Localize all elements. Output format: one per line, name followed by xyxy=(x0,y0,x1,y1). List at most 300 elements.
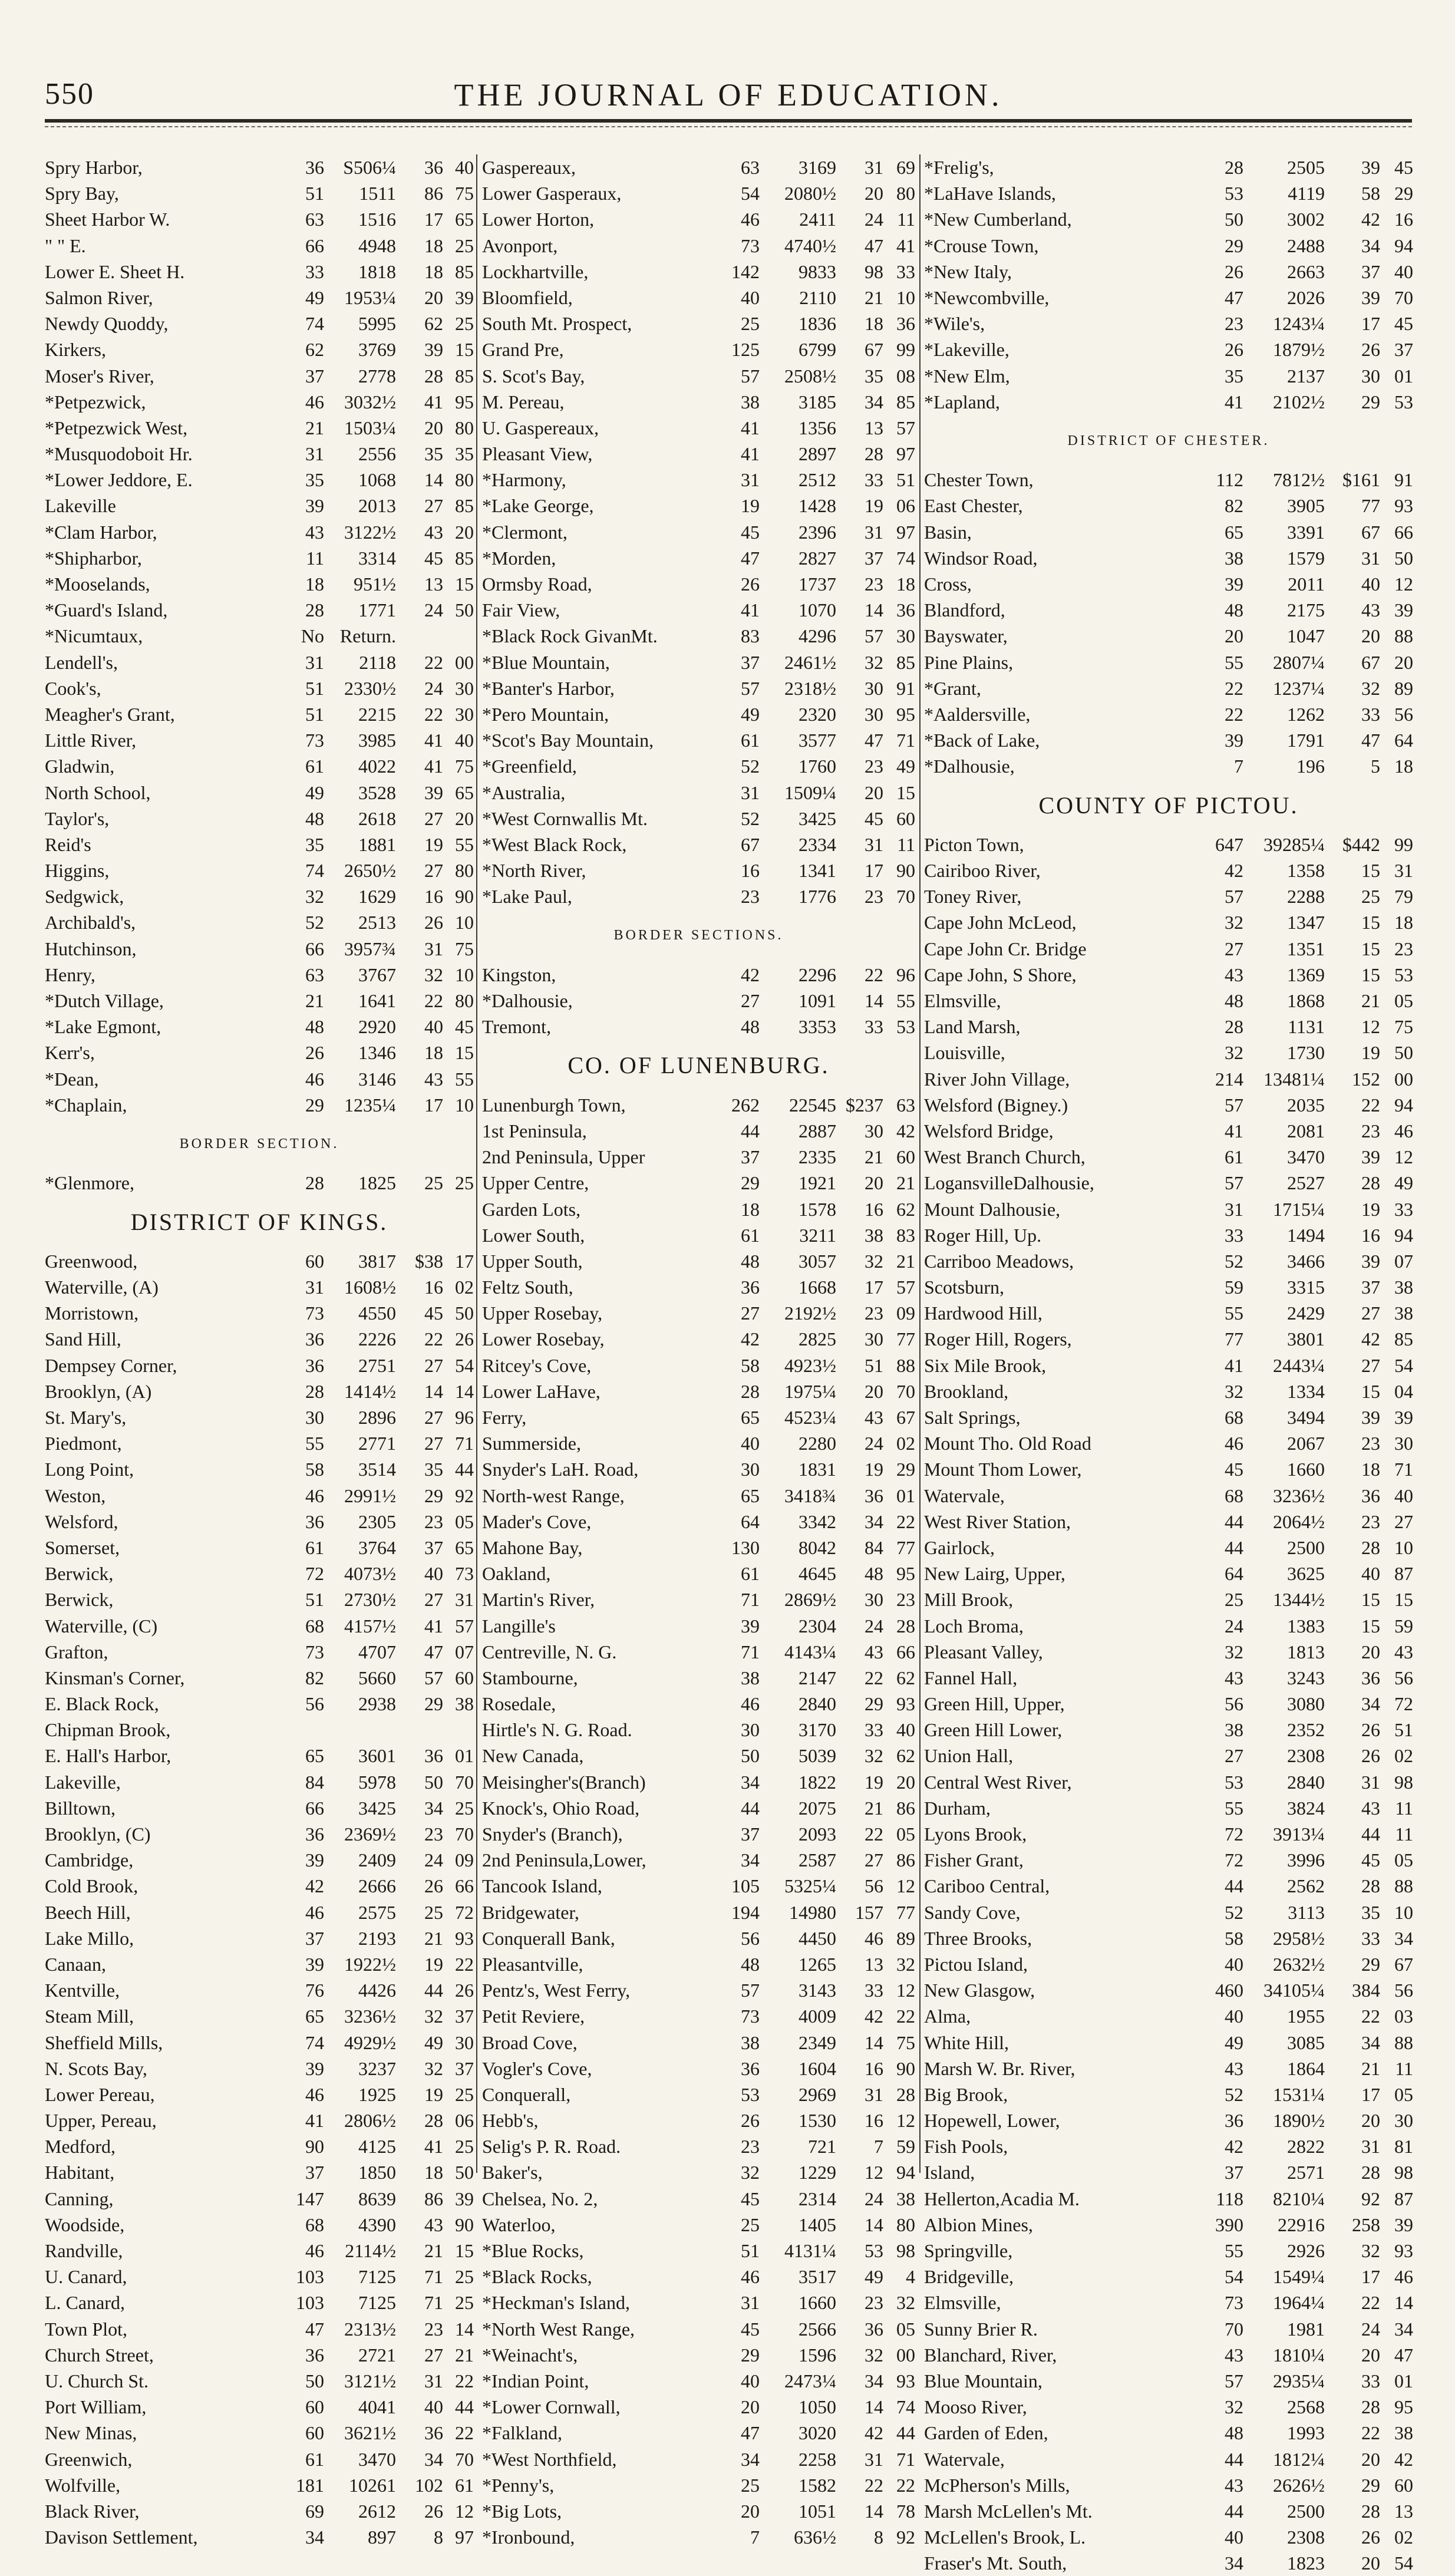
grant-cents: 89 xyxy=(896,1927,915,1949)
table-row xyxy=(482,1717,915,1743)
table-row xyxy=(482,1899,915,1925)
scholars-count: No xyxy=(301,625,324,647)
grant-dollars: 16 xyxy=(424,1277,443,1298)
attendance-days: 2806½ xyxy=(344,2110,396,2132)
attendance-days: 3494 xyxy=(1287,1407,1325,1429)
grant-cents: 00 xyxy=(1394,1068,1413,1090)
table-row xyxy=(45,1951,474,1977)
attendance-days: 3913¼ xyxy=(1273,1823,1325,1845)
grant-cents: 44 xyxy=(455,2396,474,2418)
section-name: U. Gaspereaux, xyxy=(482,417,599,438)
grant-dollars: 39 xyxy=(1361,157,1380,178)
grant-dollars: 258 xyxy=(1352,2214,1380,2235)
scholars-count: 68 xyxy=(1225,1485,1243,1506)
grant-dollars: 62 xyxy=(424,313,443,335)
attendance-days: 2663 xyxy=(1287,260,1325,282)
table-row xyxy=(482,2472,915,2498)
scholars-count: 39 xyxy=(305,1953,324,1975)
table-row xyxy=(924,2082,1413,2107)
grant-cents: 28 xyxy=(896,2083,915,2105)
grant-dollars: 49 xyxy=(865,2266,883,2288)
scholars-count: 105 xyxy=(731,1875,760,1897)
grant-dollars: 40 xyxy=(1361,573,1380,595)
scholars-count: 46 xyxy=(1225,1433,1243,1454)
table-row xyxy=(924,1430,1413,1456)
grant-cents: 66 xyxy=(1394,521,1413,543)
section-name: Higgins, xyxy=(45,860,110,882)
attendance-days: 2080½ xyxy=(784,183,836,205)
scholars-count: 39 xyxy=(305,1849,324,1871)
attendance-days: 5039 xyxy=(799,1745,836,1767)
grant-cents: 54 xyxy=(1394,1354,1413,1376)
grant-dollars: 26 xyxy=(1361,339,1380,361)
grant-cents: 38 xyxy=(1394,2422,1413,2444)
grant-dollars: 14 xyxy=(865,2500,883,2522)
grant-dollars: $161 xyxy=(1342,469,1380,491)
section-name: Lakeville, xyxy=(45,1771,121,1793)
section-name: Island, xyxy=(924,2162,975,2184)
section-name: *North River, xyxy=(482,860,586,882)
table-row xyxy=(482,1925,915,1951)
table-row xyxy=(482,2498,915,2524)
section-name: *Dalhousie, xyxy=(482,990,573,1012)
section-name: Gaspereaux, xyxy=(482,157,576,178)
table-row xyxy=(45,1170,474,1196)
attendance-days: 2429 xyxy=(1287,1302,1325,1324)
section-name: Grand Pre, xyxy=(482,339,564,361)
grant-dollars: 14 xyxy=(424,469,443,491)
grant-cents: 90 xyxy=(896,2057,915,2079)
scholars-count: 41 xyxy=(1225,1120,1243,1142)
attendance-days: 2500 xyxy=(1287,1536,1325,1558)
section-name: Kerr's, xyxy=(45,1042,95,1064)
attendance-days: 4022 xyxy=(358,756,396,777)
section-name: Spry Bay, xyxy=(45,183,119,205)
grant-cents: 15 xyxy=(896,781,915,803)
grant-cents: 42 xyxy=(896,1120,915,1142)
section-name: Welsford Bridge, xyxy=(924,1120,1054,1142)
table-row xyxy=(482,1300,915,1326)
section-name: Lendell's, xyxy=(45,651,118,673)
scholars-count: 64 xyxy=(741,1510,760,1532)
table-row xyxy=(924,2264,1413,2290)
scholars-count: 47 xyxy=(1225,286,1243,308)
grant-cents: 00 xyxy=(455,651,474,673)
table-row xyxy=(482,2394,915,2420)
section-name: 2nd Peninsula,Lower, xyxy=(482,1849,646,1871)
grant-cents: 09 xyxy=(455,1849,474,1871)
section-name: U. Canard, xyxy=(45,2266,127,2288)
grant-cents xyxy=(443,623,474,649)
table-row xyxy=(45,2186,474,2212)
section-name: Lunenburgh Town, xyxy=(482,1094,626,1116)
grant-dollars: 26 xyxy=(424,1875,443,1897)
scholars-count: 34 xyxy=(741,1771,760,1793)
grant-dollars: 14 xyxy=(865,2396,883,2418)
scholars-count: 30 xyxy=(305,1407,324,1429)
section-name: Fair View, xyxy=(482,599,560,621)
grant-dollars: 31 xyxy=(424,938,443,959)
attendance-days: 1531¼ xyxy=(1273,2083,1325,2105)
table-row xyxy=(482,154,915,180)
grant-dollars: 45 xyxy=(424,1302,443,1324)
grant-cents: 46 xyxy=(1394,1120,1413,1142)
grant-dollars: 84 xyxy=(865,1536,883,1558)
grant-cents: 36 xyxy=(896,313,915,335)
grant-cents: 50 xyxy=(455,2162,474,2184)
grant-dollars: 24 xyxy=(865,2188,883,2209)
section-name: Archibald's, xyxy=(45,912,136,934)
section-name: *Mooselands, xyxy=(45,573,150,595)
grant-dollars: 24 xyxy=(865,1433,883,1454)
grant-dollars: 16 xyxy=(424,886,443,908)
grant-cents: 16 xyxy=(1394,209,1413,230)
grant-dollars: 13 xyxy=(865,1953,883,1975)
table-row xyxy=(482,2238,915,2264)
attendance-days: 1881 xyxy=(358,833,396,855)
section-name: Spry Harbor, xyxy=(45,157,143,178)
section-name: *Grant, xyxy=(924,677,981,699)
scholars-count: 181 xyxy=(296,2474,324,2496)
grant-cents: 63 xyxy=(896,1094,915,1116)
grant-dollars: 58 xyxy=(1361,183,1380,205)
grant-dollars: 49 xyxy=(424,2031,443,2053)
scholars-count: 74 xyxy=(305,313,324,335)
table-row xyxy=(482,2524,915,2550)
section-name: Mount Tho. Old Road xyxy=(924,1433,1091,1454)
grant-dollars: 17 xyxy=(1361,2083,1380,2105)
table-row xyxy=(45,467,474,493)
section-name: Ormsby Road, xyxy=(482,573,592,595)
grant-dollars: 44 xyxy=(1361,1823,1380,1845)
attendance-days: 2562 xyxy=(1287,1875,1325,1897)
grant-cents: 05 xyxy=(1394,1849,1413,1871)
attendance-days: 2313½ xyxy=(344,2318,396,2340)
table-row xyxy=(924,962,1413,988)
grant-dollars: 22 xyxy=(424,990,443,1011)
table-row xyxy=(45,2342,474,2368)
section-name: Cape John McLeod, xyxy=(924,912,1077,934)
table-row xyxy=(482,962,915,988)
scholars-count: 22 xyxy=(1225,677,1243,699)
grant-dollars: 16 xyxy=(865,2110,883,2132)
scholars-count: 47 xyxy=(741,2422,760,2444)
grant-dollars: 30 xyxy=(865,677,883,699)
attendance-days: 3764 xyxy=(358,1536,396,1558)
section-name: *Blue Rocks, xyxy=(482,2240,584,2262)
table-row xyxy=(45,962,474,988)
section-name: Selig's P. R. Road. xyxy=(482,2136,621,2158)
grant-dollars: 15 xyxy=(1361,1589,1380,1611)
table-row xyxy=(924,1300,1413,1326)
scholars-count: 57 xyxy=(1225,1172,1243,1194)
scholars-count: 52 xyxy=(741,807,760,829)
attendance-days: 2887 xyxy=(799,1120,836,1142)
attendance-days: 2618 xyxy=(358,807,396,829)
table-row xyxy=(45,2133,474,2159)
grant-dollars: 31 xyxy=(1361,2136,1380,2158)
scholars-count: 73 xyxy=(305,730,324,751)
grant-cents: 78 xyxy=(896,2500,915,2522)
attendance-days: 1047 xyxy=(1287,625,1325,647)
grant-dollars: 34 xyxy=(865,2370,883,2392)
scholars-count: 27 xyxy=(1225,1745,1243,1767)
table-row xyxy=(45,2394,474,2420)
section-name: Wolfville, xyxy=(45,2474,121,2496)
grant-cents: 74 xyxy=(896,2396,915,2418)
scholars-count: 25 xyxy=(741,2214,760,2235)
grant-cents: 96 xyxy=(455,1407,474,1429)
grant-dollars: 22 xyxy=(424,703,443,725)
attendance-days: 1509¼ xyxy=(784,781,836,803)
grant-dollars: 24 xyxy=(424,677,443,699)
scholars-count: 11 xyxy=(306,547,324,569)
attendance-days: 3996 xyxy=(1287,1849,1325,1871)
grant-dollars: 51 xyxy=(865,1354,883,1376)
table-row xyxy=(482,1118,915,1144)
attendance-days: 4073½ xyxy=(344,1563,396,1585)
attendance-days: 3113 xyxy=(1288,1901,1325,1923)
scholars-count: 24 xyxy=(1225,1615,1243,1637)
section-name: Cairiboo River, xyxy=(924,860,1041,882)
section-name: Avonport, xyxy=(482,235,558,256)
grant-cents: 85 xyxy=(455,260,474,282)
scholars-count: 46 xyxy=(741,209,760,230)
section-name: *Dalhousie, xyxy=(924,756,1015,777)
grant-cents: 15 xyxy=(455,573,474,595)
attendance-days: 6799 xyxy=(799,339,836,361)
scholars-count: 53 xyxy=(1225,1771,1243,1793)
grant-cents: 06 xyxy=(896,495,915,517)
table-row xyxy=(482,1353,915,1378)
grant-dollars: 39 xyxy=(1361,1146,1380,1168)
grant-dollars: 39 xyxy=(1361,286,1380,308)
scholars-count: 74 xyxy=(305,860,324,882)
table-row xyxy=(924,519,1413,545)
section-name: Hellerton,Acadia M. xyxy=(924,2188,1080,2209)
grant-cents: 87 xyxy=(1394,1563,1413,1585)
table-row xyxy=(482,1092,915,1118)
grant-cents: 49 xyxy=(1394,1172,1413,1194)
table-row xyxy=(45,780,474,806)
section-name: *Big Lots, xyxy=(482,2500,562,2522)
table-row xyxy=(45,2472,474,2498)
grant-cents: 4 xyxy=(906,2266,915,2288)
grant-cents: 01 xyxy=(896,1485,915,1506)
attendance-days: 2935¼ xyxy=(1273,2370,1325,2392)
table-row xyxy=(45,1378,474,1404)
scholars-count: 36 xyxy=(305,1354,324,1376)
grant-dollars: 12 xyxy=(865,2162,883,2184)
scholars-count: 90 xyxy=(305,2136,324,2158)
scholars-count: 26 xyxy=(1225,339,1243,361)
section-name: Lockhartville, xyxy=(482,260,589,282)
table-row xyxy=(482,2030,915,2056)
grant-cents: 98 xyxy=(1394,2162,1413,2184)
grant-cents: 50 xyxy=(1394,1042,1413,1064)
section-name: *Clam Harbor, xyxy=(45,521,157,543)
table-row xyxy=(482,180,915,206)
attendance-days: 4119 xyxy=(1288,183,1325,205)
grant-cents: 71 xyxy=(455,1433,474,1454)
grant-dollars: 32 xyxy=(424,2006,443,2027)
attendance-days: 2102½ xyxy=(1273,391,1325,413)
grant-cents: 55 xyxy=(455,1068,474,1090)
grant-cents: 33 xyxy=(896,260,915,282)
section-name: Blue Mountain, xyxy=(924,2370,1042,2392)
grant-cents: 05 xyxy=(1394,990,1413,1012)
table-row xyxy=(45,649,474,675)
grant-cents: 85 xyxy=(455,495,474,517)
attendance-days: 22545 xyxy=(789,1094,836,1116)
table-row xyxy=(482,1274,915,1300)
scholars-count: 147 xyxy=(296,2188,324,2209)
grant-dollars: 28 xyxy=(865,443,883,465)
section-name: Albion Mines, xyxy=(924,2214,1033,2235)
attendance-days: 8639 xyxy=(358,2188,396,2209)
scholars-count: 30 xyxy=(741,1719,760,1741)
table-row xyxy=(45,2316,474,2342)
grant-cents: 09 xyxy=(896,1302,915,1324)
grant-cents: 86 xyxy=(896,1849,915,1871)
scholars-count: 65 xyxy=(305,2006,324,2027)
attendance-days: 2064½ xyxy=(1273,1510,1325,1532)
grant-cents: 57 xyxy=(896,1277,915,1298)
attendance-days: 3185 xyxy=(799,391,836,413)
table-row xyxy=(924,2107,1413,2133)
table-row xyxy=(45,1066,474,1092)
section-name: Feltz South, xyxy=(482,1277,573,1298)
section-name: *Aaldersville, xyxy=(924,703,1031,725)
attendance-days: 3342 xyxy=(799,1510,836,1532)
attendance-days: 1776 xyxy=(799,886,836,908)
attendance-days: 1879½ xyxy=(1273,339,1325,361)
grant-cents: 92 xyxy=(896,2526,915,2548)
section-name: Lower Horton, xyxy=(482,209,595,230)
attendance-days: 4041 xyxy=(358,2396,396,2418)
table-row xyxy=(482,2186,915,2212)
grant-cents: 31 xyxy=(1394,860,1413,882)
attendance-days: 2192½ xyxy=(784,1302,836,1324)
grant-dollars: 67 xyxy=(1361,521,1380,543)
grant-dollars: 27 xyxy=(424,860,443,882)
attendance-days: 2369½ xyxy=(344,1823,396,1845)
attendance-days: 1334 xyxy=(1287,1380,1325,1402)
table-row xyxy=(45,1925,474,1951)
table-row xyxy=(482,1456,915,1482)
attendance-days: 2280 xyxy=(799,1433,836,1454)
table-row xyxy=(924,883,1413,909)
attendance-days: 3418¾ xyxy=(784,1485,836,1506)
table-row xyxy=(45,1456,474,1482)
grant-cents: 34 xyxy=(1394,1927,1413,1949)
grant-dollars: 42 xyxy=(865,2006,883,2027)
scholars-count: 48 xyxy=(305,1016,324,1038)
grant-dollars: 14 xyxy=(865,990,883,1012)
grant-cents: 81 xyxy=(1394,2136,1413,2158)
grant-dollars: 67 xyxy=(865,339,883,361)
scholars-count: 25 xyxy=(741,2474,760,2496)
table-row xyxy=(482,727,915,753)
grant-dollars: 22 xyxy=(865,964,883,985)
section-name: Scotsburn, xyxy=(924,1277,1004,1298)
table-row xyxy=(482,883,915,909)
attendance-days: 5995 xyxy=(358,313,396,335)
attendance-days: 2118 xyxy=(359,651,396,673)
scholars-count: 42 xyxy=(1225,860,1243,882)
grant-dollars: 20 xyxy=(865,1380,883,1402)
column-divider xyxy=(476,154,477,2173)
section-name: Springville, xyxy=(924,2240,1013,2262)
grant-dollars: 15 xyxy=(1361,1380,1380,1402)
table-row xyxy=(924,1144,1413,1170)
section-name: Newdy Quoddy, xyxy=(45,313,169,335)
attendance-days: 3032½ xyxy=(344,391,396,413)
section-name: *Harmony, xyxy=(482,469,566,491)
section-name: *Ironbound, xyxy=(482,2526,575,2548)
grant-dollars: 21 xyxy=(865,286,883,308)
table-row xyxy=(924,1378,1413,1404)
grant-cents: 66 xyxy=(896,1641,915,1663)
attendance-days: 3143 xyxy=(799,1980,836,2001)
table-row xyxy=(482,259,915,285)
scholars-count: 23 xyxy=(741,886,760,908)
grant-cents: 18 xyxy=(896,573,915,595)
grant-dollars: 34 xyxy=(1361,2031,1380,2053)
table-row xyxy=(482,493,915,519)
attendance-days: 1229 xyxy=(799,2162,836,2184)
section-name: Big Brook, xyxy=(924,2083,1008,2105)
table-row xyxy=(482,1951,915,1977)
attendance-days: 2825 xyxy=(799,1328,836,1350)
grant-dollars: 27 xyxy=(424,1433,443,1454)
grant-cents: 50 xyxy=(455,599,474,621)
scholars-count: 44 xyxy=(1225,1510,1243,1532)
attendance-days: 1262 xyxy=(1287,703,1325,725)
attendance-days: 2067 xyxy=(1287,1433,1325,1454)
attendance-days: 10261 xyxy=(349,2474,396,2496)
grant-dollars: 27 xyxy=(424,1407,443,1429)
grant-dollars: 25 xyxy=(424,1172,443,1194)
attendance-days: 1511 xyxy=(359,183,396,205)
table-row xyxy=(924,1092,1413,1118)
scholars-count: 73 xyxy=(741,2006,760,2027)
grant-dollars: 40 xyxy=(424,2396,443,2418)
grant-cents: 06 xyxy=(455,2110,474,2132)
grant-dollars: 15 xyxy=(1361,938,1380,959)
grant-dollars: 22 xyxy=(1361,2006,1380,2027)
grant-cents: 74 xyxy=(896,547,915,569)
table-row xyxy=(45,415,474,441)
attendance-days: 1822 xyxy=(799,1771,836,1793)
grant-cents: 28 xyxy=(896,1615,915,1637)
section-name: Medford, xyxy=(45,2136,116,2158)
attendance-days: 2730½ xyxy=(344,1589,396,1611)
section-name: L. Canard, xyxy=(45,2292,125,2314)
scholars-count: 54 xyxy=(741,183,760,205)
attendance-days: 3817 xyxy=(358,1250,396,1272)
attendance-days: 2110 xyxy=(799,286,836,308)
grant-dollars: 31 xyxy=(865,2448,883,2470)
section-name: M. Pereau, xyxy=(482,391,565,413)
scholars-count: 50 xyxy=(1225,209,1243,230)
grant-cents: 96 xyxy=(896,964,915,985)
grant-dollars: 23 xyxy=(1361,1120,1380,1142)
attendance-days: 2508½ xyxy=(784,365,836,387)
grant-dollars: 37 xyxy=(1361,260,1380,282)
scholars-count: 46 xyxy=(305,2083,324,2105)
grant-cents: 65 xyxy=(455,781,474,803)
